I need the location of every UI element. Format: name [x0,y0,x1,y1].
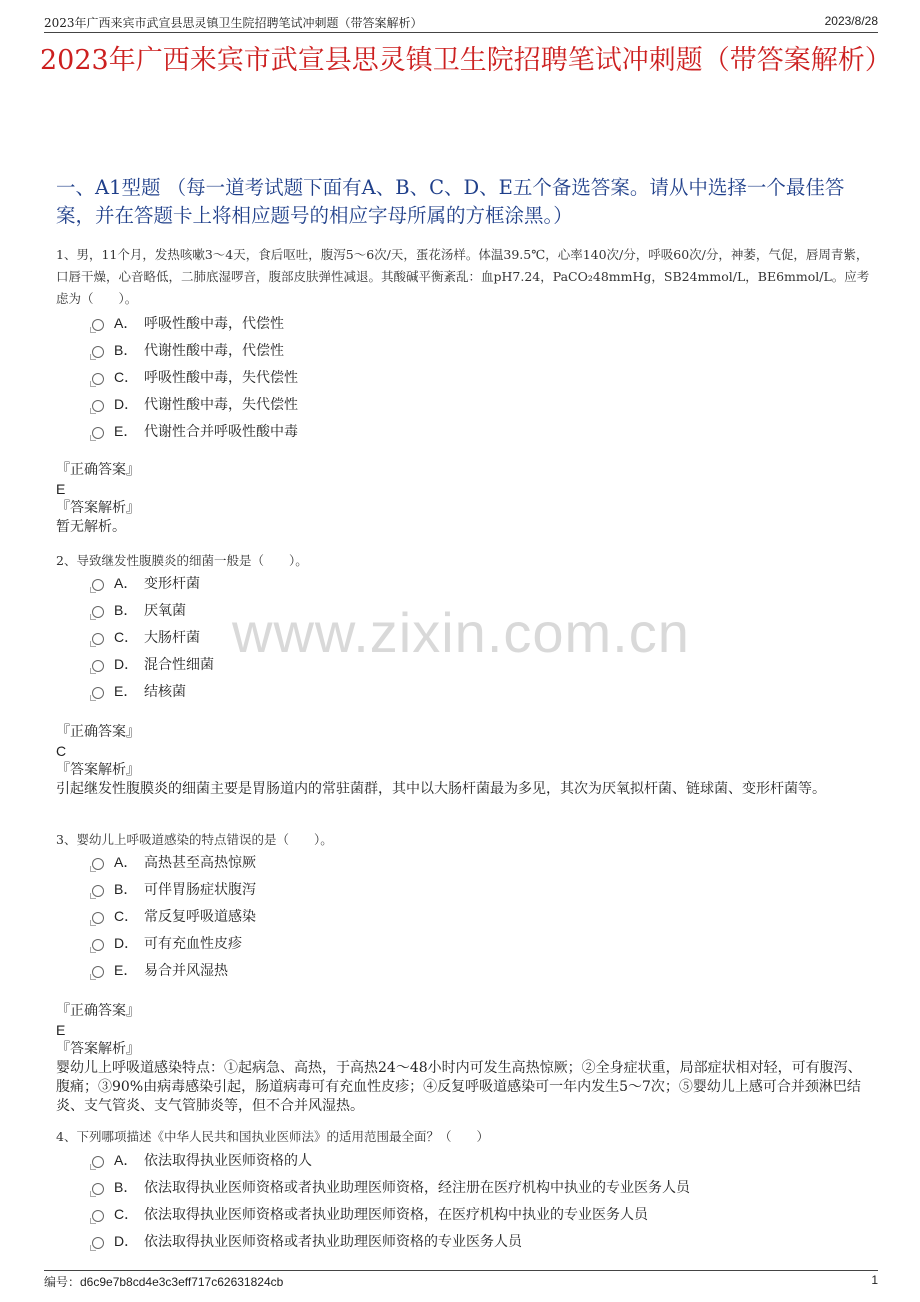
radio-icon[interactable] [92,373,104,385]
option-b[interactable]: B． 依法取得执业医师资格或者执业助理医师资格，经注册在医疗机构中执业的专业医务人员 [92,1173,690,1200]
watermark: www.zixin.com.cn [232,601,690,664]
option-c[interactable]: C． 大肠杆菌 [92,623,214,650]
option-b[interactable]: B． 可伴胃肠症状腹泻 [92,875,256,902]
radio-icon[interactable] [92,579,104,591]
option-d[interactable]: D． 依法取得执业医师资格或者执业助理医师资格的专业医务人员 [92,1227,690,1254]
option-c[interactable]: C． 常反复呼吸道感染 [92,902,256,929]
option-e[interactable]: E． 易合并风湿热 [92,956,256,983]
option-b[interactable]: B． 代谢性酸中毒，代偿性 [92,336,298,363]
answer-value: C [56,743,67,759]
question-3-options [92,848,256,983]
radio-icon[interactable] [92,400,104,412]
question-2-options [92,569,214,704]
analysis-label: 『答案解析』 [56,762,140,778]
radio-icon[interactable] [92,660,104,672]
option-a[interactable]: A． 呼吸性酸中毒，代偿性 [92,309,298,336]
question-1-options [92,309,298,444]
radio-icon[interactable] [92,606,104,618]
option-d[interactable]: D． 混合性细菌 [92,650,214,677]
answer-value: E [56,1022,66,1038]
radio-icon[interactable] [92,346,104,358]
option-e[interactable]: E． 代谢性合并呼吸性酸中毒 [92,417,298,444]
question-4-options [92,1146,690,1254]
answer-label: 『正确答案』 [56,724,140,740]
document-title: 2023年广西来宾市武宣县思灵镇卫生院招聘笔试冲刺题（带答案解析） [40,45,892,76]
radio-icon[interactable] [92,1210,104,1222]
analysis-label: 『答案解析』 [56,1041,140,1057]
header-date: 2023/8/28 [824,14,878,28]
question-2-stem: 2、导致继发性腹膜炎的细菌一般是（ ）。 [56,553,308,568]
radio-icon[interactable] [92,966,104,978]
radio-icon[interactable] [92,885,104,897]
option-e[interactable]: E． 结核菌 [92,677,214,704]
page-number: 1 [871,1273,878,1287]
question-3-answer-block [56,1002,872,1116]
radio-icon[interactable] [92,427,104,439]
question-2-answer-block [56,723,872,799]
question-3-stem: 3、婴幼儿上呼吸道感染的特点错误的是（ ）。 [56,832,333,847]
question-1-stem: 1、男，11个月，发热咳嗽3～4天，食后呕吐，腹泻5～6次/天，蛋花汤样。体温39.5℃，心率140次/分，呼吸60次/分，神萎，气促，唇周青紫，口唇干燥，心音略低，二肺底湿啰音，腹部皮肤弹性减退。其酸碱平衡紊乱：血pH7.24，PaCO₂48mmHg，SB24mmol/L，BE6mmol/L。应考虑为（ ）。 [56,247,870,306]
header-title: 2023年广西来宾市武宣县思灵镇卫生院招聘笔试冲刺题（带答案解析） [44,16,423,30]
question-4-stem: 4、下列哪项描述《中华人民共和国执业医师法》的适用范围最全面？（ ） [56,1129,489,1144]
question-1-answer-block [56,461,872,537]
answer-value: E [56,481,66,497]
radio-icon[interactable] [92,633,104,645]
page-footer [44,1270,878,1289]
analysis-text: 引起继发性腹膜炎的细菌主要是胃肠道内的常驻菌群，其中以大肠杆菌最为多见，其次为厌氧拟杆菌、链球菌、变形杆菌等。 [56,781,826,797]
section-heading: 一、A1型题 （每一道考试题下面有A、B、C、D、E五个备选答案。请从中选择一个最佳答案，并在答题卡上将相应题号的相应字母所属的方框涂黑。） [56,176,845,227]
option-c[interactable]: C． 呼吸性酸中毒，失代偿性 [92,363,298,390]
answer-label: 『正确答案』 [56,462,140,478]
option-a[interactable]: A． 依法取得执业医师资格的人 [92,1146,690,1173]
radio-icon[interactable] [92,319,104,331]
radio-icon[interactable] [92,939,104,951]
analysis-text: 婴幼儿上呼吸道感染特点：①起病急、高热，于高热24～48小时内可发生高热惊厥；②全身症状重，局部症状相对轻，可有腹泻、腹痛；③90%由病毒感染引起，肠道病毒可有充血性皮疹；④反复呼吸道感染可一年内发生5～7次；⑤婴幼儿上感可合并颈淋巴结炎、支气管炎、支气管肺炎等，但不合并风湿热。 [56,1060,862,1114]
analysis-label: 『答案解析』 [56,500,140,516]
option-d[interactable]: D． 代谢性酸中毒，失代偿性 [92,390,298,417]
radio-icon[interactable] [92,1156,104,1168]
radio-icon[interactable] [92,687,104,699]
option-d[interactable]: D． 可有充血性皮疹 [92,929,256,956]
document-id: 编号：d6c9e7b8cd4e3c3eff717c62631824cb [44,1275,284,1289]
option-a[interactable]: A． 高热甚至高热惊厥 [92,848,256,875]
page-header [44,12,878,33]
option-c[interactable]: C． 依法取得执业医师资格或者执业助理医师资格，在医疗机构中执业的专业医务人员 [92,1200,690,1227]
option-a[interactable]: A． 变形杆菌 [92,569,214,596]
answer-label: 『正确答案』 [56,1003,140,1019]
radio-icon[interactable] [92,1237,104,1249]
analysis-text: 暂无解析。 [56,519,126,535]
radio-icon[interactable] [92,858,104,870]
radio-icon[interactable] [92,1183,104,1195]
option-b[interactable]: B． 厌氧菌 [92,596,214,623]
radio-icon[interactable] [92,912,104,924]
